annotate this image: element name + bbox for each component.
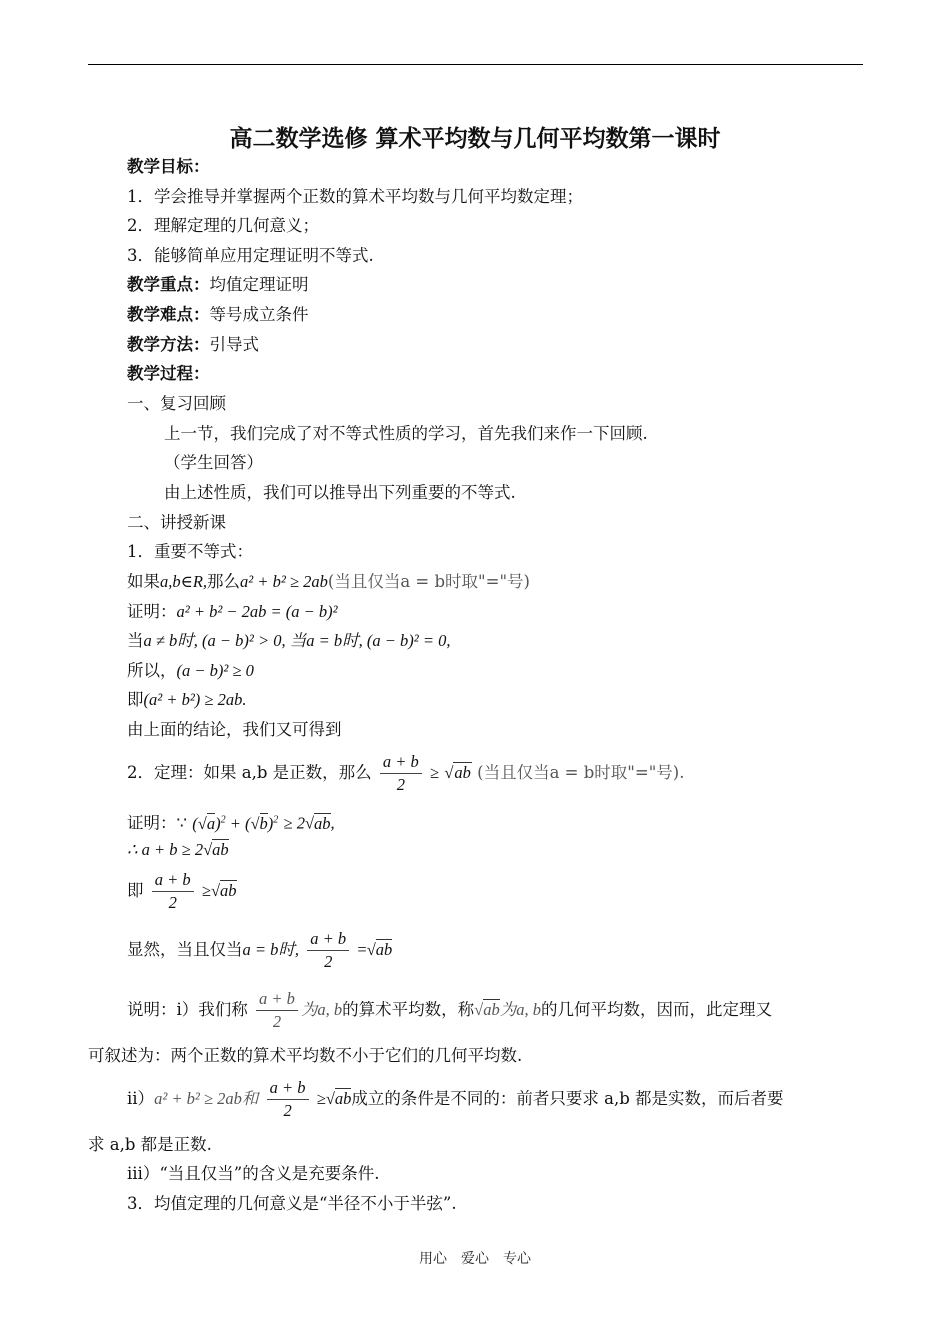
proof-conclusion: 即(a² + b²) ≥ 2ab. bbox=[127, 690, 247, 709]
equality-condition: 显然，当且仅当a = b时, $\frac{a + b}{2}$ =√ab bbox=[127, 929, 393, 971]
fraction-mean: $\frac{a + b}{2}$ bbox=[256, 988, 298, 1033]
goal-item-3: 3．能够简单应用定理证明不等式. bbox=[127, 246, 374, 265]
fraction-mean: $\frac{a + b}{2}$ bbox=[307, 928, 349, 973]
section-1-paragraph-2: （学生回答） bbox=[164, 453, 263, 472]
section-2-heading: 二、讲授新课 bbox=[127, 513, 226, 532]
derive-text: 由上面的结论，我们又可得到 bbox=[127, 720, 342, 739]
teaching-method: 教学方法：引导式 bbox=[127, 335, 259, 354]
fraction-mean: $\frac{a + b}{2}$ bbox=[152, 869, 194, 914]
sqrt-ab: √ab bbox=[444, 763, 471, 782]
goals-heading: 教学目标： bbox=[127, 157, 210, 176]
section-1-heading: 一、复习回顾 bbox=[127, 394, 226, 413]
fraction-mean: $\frac{a + b}{2}$ bbox=[380, 751, 422, 796]
note-3: ⅲ）“当且仅当”的含义是充要条件. bbox=[127, 1164, 380, 1183]
note-2-continued: 求 a,b 都是正数. bbox=[88, 1135, 212, 1154]
goal-item-1: 1．学会推导并掌握两个正数的算术平均数与几何平均数定理； bbox=[127, 187, 583, 206]
note-1-continued: 可叙述为：两个正数的算术平均数不小于它们的几何平均数. bbox=[88, 1046, 523, 1065]
section-1-paragraph-3: 由上述性质，我们可以推导出下列重要的不等式. bbox=[164, 483, 516, 502]
item-3: 3．均值定理的几何意义是“半径不小于半弦”. bbox=[127, 1194, 457, 1213]
goal-item-2: 2．理解定理的几何意义； bbox=[127, 216, 319, 235]
process-heading: 教学过程： bbox=[127, 364, 210, 383]
proof-so: 所以，(a − b)² ≥ 0 bbox=[127, 661, 254, 680]
section-1-paragraph-1: 上一节，我们完成了对不等式性质的学习，首先我们来作一下回顾. bbox=[164, 424, 648, 443]
note-1: 说明：ⅰ）我们称 $\frac{a + b}{2}$ 为a, b的算术平均数，称√ab为a, b的几何平均数，因而，此定理又 bbox=[127, 989, 772, 1031]
proof-1: 证明：a² + b² − 2ab = (a − b)² bbox=[127, 602, 338, 621]
key-point: 教学重点：均值定理证明 bbox=[127, 275, 309, 294]
note-2: ⅱ）a² + b² ≥ 2ab和 $\frac{a + b}{2}$ ≥√ab成立的条件是不同的：前者只要求 a,b 都是实数，而后者要 bbox=[127, 1078, 784, 1120]
important-inequality: 如果a,b∈R,那么a² + b² ≥ 2ab(当且仅当a = b时取"="号) bbox=[127, 572, 530, 591]
theorem-2: 2．定理：如果 a,b 是正数，那么 $\frac{a + b}{2}$ ≥ √ab (当且仅当a = b时取"="号). bbox=[127, 752, 685, 794]
fraction-mean: $\frac{a + b}{2}$ bbox=[267, 1077, 309, 1122]
difficulty: 教学难点：等号成立条件 bbox=[127, 305, 309, 324]
page-footer: 用心 爱心 专心 bbox=[419, 1251, 531, 1267]
therefore-line: ∴ a + b ≥ 2√ab bbox=[127, 840, 229, 859]
header-rule bbox=[88, 64, 863, 65]
item-1-heading: 1．重要不等式： bbox=[127, 542, 253, 561]
proof-cases: 当a ≠ b时, (a − b)² > 0, 当a = b时, (a − b)² = 0, bbox=[127, 631, 451, 650]
page-title: 高二数学选修 算术平均数与几何平均数第一课时 bbox=[229, 126, 721, 152]
proof-2: 证明：∵ $(√a)^2 + (√b)^2 \ge 2√ab$, bbox=[127, 813, 335, 833]
theorem-restated: 即 $\frac{a + b}{2}$ ≥√ab bbox=[127, 870, 237, 912]
